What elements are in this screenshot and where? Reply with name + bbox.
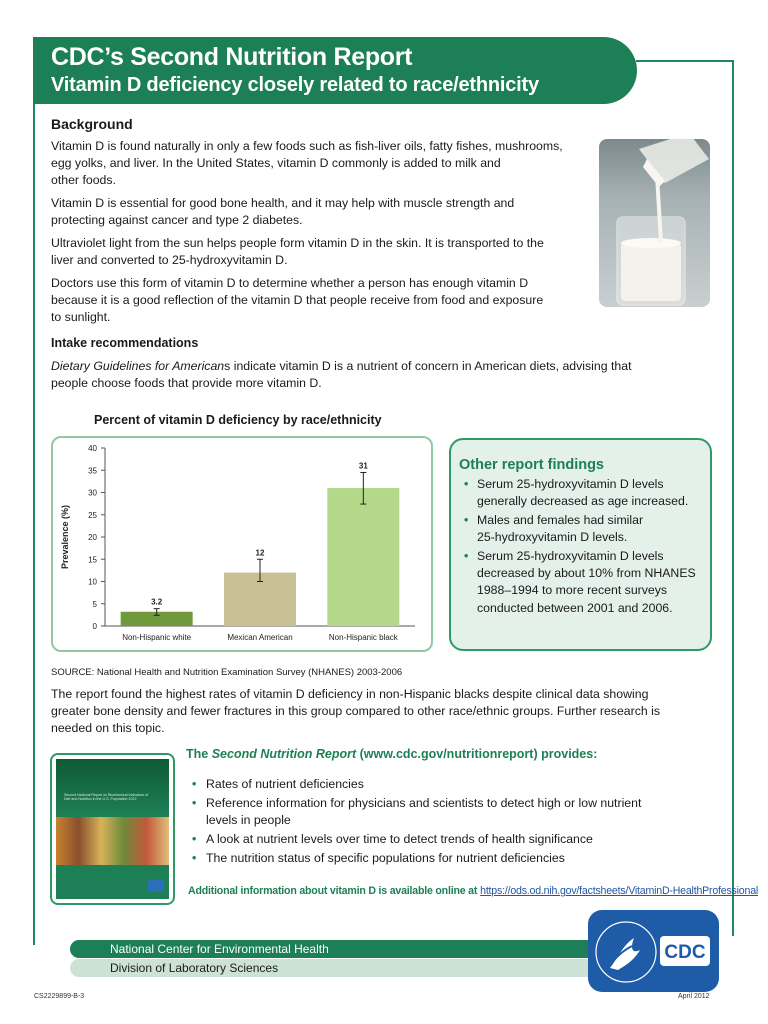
findings-heading: Other report findings <box>459 457 604 473</box>
text-line: • Males and females had similar <box>477 512 644 527</box>
publication-date: April 2012 <box>678 993 710 1000</box>
chart-container <box>51 436 433 652</box>
background-heading: Background <box>51 116 133 132</box>
text-line: protecting against cancer and type 2 diabetes. <box>51 213 303 227</box>
y-axis-label: Prevalence (%) <box>60 504 70 570</box>
guidelines-title: Dietary Guidelines for American <box>51 359 225 373</box>
bar <box>327 488 399 626</box>
milk-pour-illustration <box>599 139 710 307</box>
text-line: to sunlight. <box>51 310 111 324</box>
hhs-eagle-icon <box>588 910 719 992</box>
background-paragraph-3 <box>51 235 591 269</box>
y-tick-label: 20 <box>88 533 97 542</box>
milk-photo <box>599 139 710 307</box>
provides-item <box>190 795 700 829</box>
text-line <box>51 358 691 375</box>
ods-factsheet-link[interactable]: https://ods.od.nih.gov/factsheets/VitaminD-HealthProfessional <box>480 885 759 897</box>
text-line: Vitamin D is essential for good bone health, and it may help with muscle strength and <box>51 196 515 210</box>
frame-line-top <box>636 60 734 62</box>
text-line: Doctors use this form of vitamin D to determine whether a person has enough vitamin D <box>51 276 529 290</box>
cdc-logo-text: CDC <box>664 942 706 963</box>
footer-division-name: Division of Laboratory Sciences <box>70 959 590 977</box>
text-line: • Serum 25-hydroxyvitamin D levels <box>477 477 664 491</box>
report-cover-image <box>50 753 175 905</box>
text-line: 1988–1994 to more recent surveys <box>477 583 668 598</box>
finding-item <box>459 476 700 511</box>
intake-heading: Intake recommendations <box>51 336 199 350</box>
frame-line-left <box>33 100 35 945</box>
text-line: • A look at nutrient levels over time to detect trends of health significance <box>206 832 593 846</box>
report-name: Second Nutrition Report <box>211 747 357 761</box>
additional-info <box>188 885 758 897</box>
text-span: s indicate vitamin D is a nutrient of concern in American diets, advising that <box>224 359 632 373</box>
chart-source: SOURCE: National Health and Nutrition Examination Survey (NHANES) 2003-2006 <box>51 667 403 678</box>
text-line: liver and converted to 25-hydroxyvitamin D. <box>51 253 288 267</box>
x-tick-label: Non-Hispanic white <box>122 633 192 642</box>
text-line: Ultraviolet light from the sun helps people form vitamin D in the skin. It is transported to the <box>51 236 544 250</box>
findings-list <box>459 476 700 617</box>
text-line: 25-hydroxyvitamin D levels. <box>477 530 628 545</box>
bar-chart <box>53 438 431 650</box>
text-line: The report found the highest rates of vitamin D deficiency in non-Hispanic blacks despite clinical data showing <box>51 687 649 701</box>
y-tick-label: 5 <box>92 599 97 609</box>
text-line: Vitamin D is found naturally in only a few foods such as fish-liver oils, fatty fishes, mushrooms, <box>51 139 563 153</box>
summary-paragraph <box>51 686 721 737</box>
y-tick-label: 35 <box>88 466 97 476</box>
data-label: 12 <box>255 548 265 558</box>
chart-title: Percent of vitamin D deficiency by race/ethnicity <box>94 413 382 427</box>
document-id: CS2229899-B-3 <box>34 993 85 1000</box>
provides-item <box>190 850 700 867</box>
text-line: because it is a good reflection of the vitamin D that people receive from food and exposure <box>51 293 544 307</box>
y-tick-label: 25 <box>88 510 97 520</box>
text-line: needed on this topic. <box>51 721 165 735</box>
finding-item <box>459 512 700 547</box>
text-line: • Rates of nutrient deficiencies <box>206 777 364 791</box>
text-line: decreased by about 10% from NHANES <box>477 566 696 581</box>
data-label: 3.2 <box>151 597 163 607</box>
provides-list <box>190 776 700 869</box>
background-paragraph-4 <box>51 275 591 326</box>
background-paragraph-1 <box>51 138 591 189</box>
page-subtitle: Vitamin D deficiency closely related to race/ethnicity <box>51 74 539 96</box>
additional-info-text: Additional information about vitamin D is available online at <box>188 885 478 897</box>
hhs-logo-icon <box>148 880 164 892</box>
text-line: egg yolks, and liver. In the United States, vitamin D commonly is added to milk and <box>51 156 501 170</box>
cdc-logo <box>588 910 719 992</box>
y-tick-label: 0 <box>92 622 97 631</box>
y-tick-label: 40 <box>88 444 97 453</box>
intake-paragraph <box>51 358 691 392</box>
text-line: greater bone density and fewer fractures in this group compared to other race/ethnic groups. Further research is <box>51 704 661 718</box>
cover-art <box>56 759 169 899</box>
y-tick-label: 10 <box>88 577 97 587</box>
footer-center-name: National Center for Environmental Health <box>70 940 590 958</box>
text-line: conducted between 2001 and 2006. <box>477 600 673 615</box>
frame-line-right <box>732 60 734 936</box>
findings-box <box>449 438 712 651</box>
background-paragraph-2 <box>51 195 591 229</box>
header-banner <box>33 37 637 104</box>
y-tick-label: 15 <box>88 555 97 565</box>
data-label: 31 <box>358 461 368 471</box>
text-line: • Serum 25-hydroxyvitamin D levels <box>477 548 664 563</box>
y-tick-label: 30 <box>88 488 97 498</box>
page-title: CDC’s Second Nutrition Report <box>51 43 413 71</box>
text-line: • The nutrition status of specific populations for nutrient deficiencies <box>206 851 565 865</box>
text-line: generally decreased as age increased. <box>477 494 689 509</box>
text-line: people choose foods that provide more vitamin D. <box>51 376 322 390</box>
x-tick-label: Non-Hispanic black <box>328 633 398 642</box>
text-span: The <box>186 747 212 761</box>
text-span: (www.cdc.gov/nutritionreport) provides: <box>356 747 598 761</box>
x-tick-label: Mexican American <box>227 633 293 642</box>
cover-title: Second National Report on Biochemical Indicators of Diet and Nutrition in the U.S. Population 2012 <box>64 793 149 802</box>
cover-photo-strip <box>56 817 169 865</box>
provides-heading <box>186 747 597 761</box>
provides-item <box>190 831 700 848</box>
provides-item <box>190 776 700 793</box>
text-line: • Reference information for physicians and scientists to detect high or low nutrient <box>206 796 642 810</box>
text-line: other foods. <box>51 173 116 187</box>
finding-item <box>459 548 700 618</box>
text-line: levels in people <box>206 813 291 827</box>
